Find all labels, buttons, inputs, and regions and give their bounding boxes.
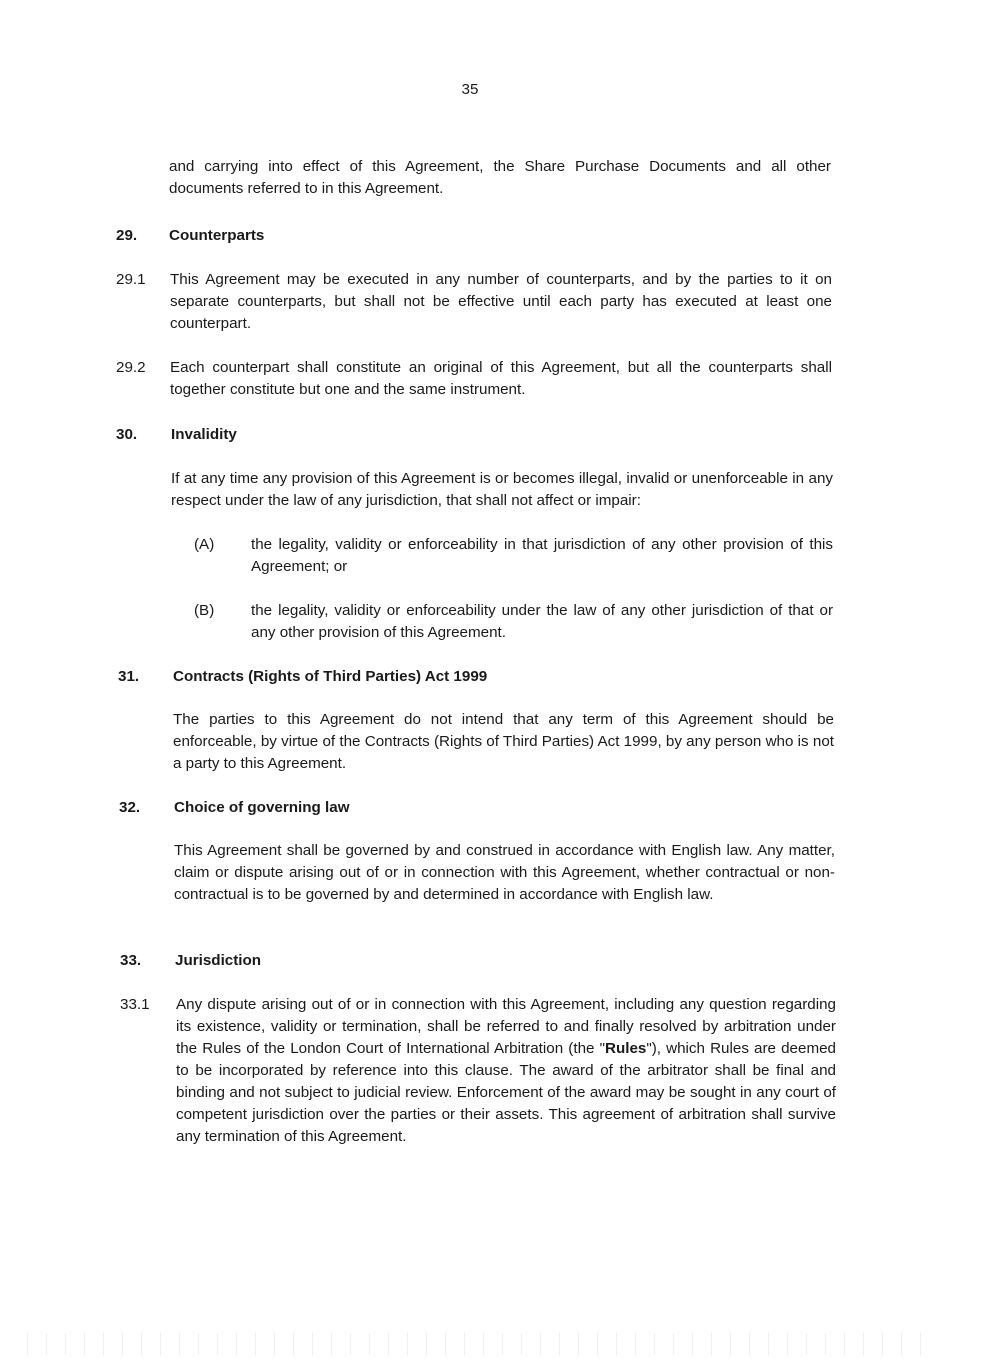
section-30-body: If at any time any provision of this Agreement is or becomes illegal, invalid or unenforceable in any respect under the law of any jurisdiction, that shall not affect or impair: — [171, 470, 833, 509]
clause-33-1-text-part: "), which Rules are deemed to be incorporated by reference into this clause. The award of the arbitrator shall be final and binding and not subject to judicial review. Enforcement of the award may be sought in any court of competent jurisdiction over the parties or their assets. This agreement of arbitration shall survive any termination of this Agreement. — [176, 1040, 836, 1145]
section-31-title: Contracts (Rights of Third Parties) Act 1999 — [173, 668, 488, 685]
section-32-number: 32. — [119, 799, 141, 816]
section-29-number: 29. — [116, 227, 138, 244]
page-number: 35 — [461, 81, 479, 98]
section-29-title: Counterparts — [169, 227, 265, 244]
item-a-label: (A) — [194, 536, 215, 553]
item-a-text: the legality, validity or enforceability in that jurisdiction of any other provision of this Agreement; or — [251, 536, 833, 575]
section-31-number: 31. — [118, 668, 140, 685]
clause-29-1-text: This Agreement may be executed in any number of counterparts, and by the parties to it on separate counterparts, but shall not be effective until each party has executed at least one counterpart. — [170, 271, 832, 332]
defined-term-rules: Rules — [604, 1040, 647, 1057]
section-32-title: Choice of governing law — [174, 799, 350, 816]
clause-29-2-number: 29.2 — [116, 359, 146, 376]
section-32-body: This Agreement shall be governed by and construed in accordance with English law. Any matter, claim or dispute arising out of or in connection with this Agreement, whether contractual or non-contractual is to be governed by and determined in accordance with English law. — [174, 842, 835, 903]
clause-33-1-text — [176, 994, 836, 1148]
item-b-label: (B) — [194, 602, 215, 619]
section-30-title: Invalidity — [171, 426, 237, 443]
clause-29-2-text: Each counterpart shall constitute an original of this Agreement, but all the counterparts shall together constitute but one and the same instrument. — [170, 359, 832, 398]
item-b-text: the legality, validity or enforceability under the law of any other jurisdiction of that or any other provision of this Agreement. — [251, 602, 833, 641]
section-30-number: 30. — [116, 426, 138, 443]
section-31-body: The parties to this Agreement do not intend that any term of this Agreement should be enforceable, by virtue of the Contracts (Rights of Third Parties) Act 1999, by any person who is not a party to this Agreement. — [173, 711, 834, 772]
clause-33-1-text-part: Any dispute arising out of or in connection with this Agreement, including any question regarding its existence, validity or termination, shall be referred to and finally resolved by arbitration under the Rules of the London Court of International Arbitration (the " — [176, 996, 836, 1057]
clause-33-1-number: 33.1 — [120, 996, 150, 1013]
continuation-paragraph: and carrying into effect of this Agreement, the Share Purchase Documents and all other documents referred to in this Agreement. — [169, 158, 831, 197]
clause-29-1-number: 29.1 — [116, 271, 146, 288]
scan-noise — [20, 1333, 930, 1355]
section-33-number: 33. — [120, 952, 142, 969]
section-33-title: Jurisdiction — [175, 952, 262, 969]
